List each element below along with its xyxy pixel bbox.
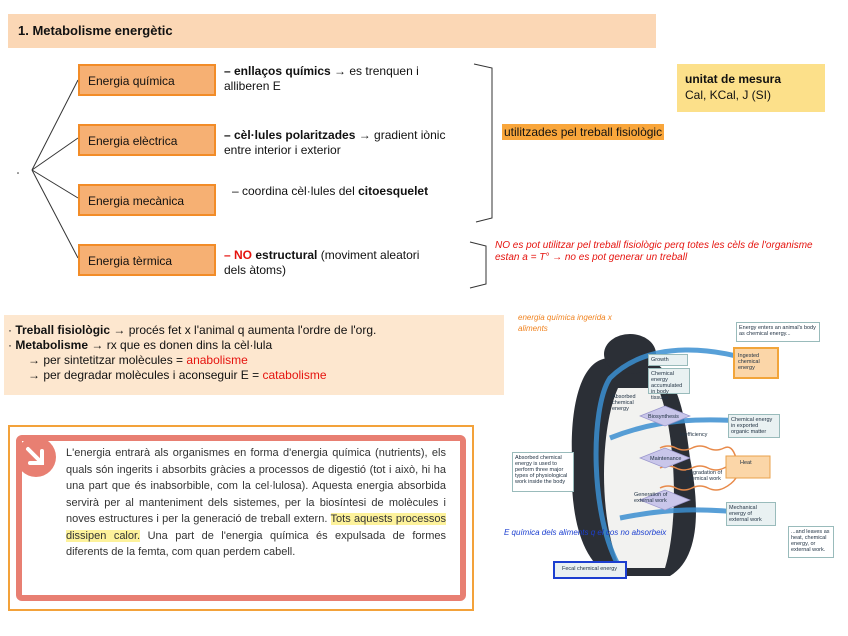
desc-bold: estructural [252,248,318,262]
anabolism-term: anabolisme [186,353,248,367]
catabolism-term: catabolisme [262,368,327,382]
energy-label: Energia elèctrica [88,134,178,148]
diagram-exported: Chemical energy in exported organic matter [728,414,780,438]
diagram-biosynthesis: Biosynthesis [648,414,679,420]
diagram-growth: Growth [648,354,688,366]
explanation-panel [8,425,474,611]
energy-label: Energia tèrmica [88,254,173,268]
diagram-leaves-note: ...and leaves as heat, chemical energy, or external work. [788,526,834,558]
energy-box-thermal [78,244,216,276]
work-line-4 [28,368,327,383]
work-text: → rx que es donen dins la cèl·lula [88,338,273,352]
energy-desc-electric [224,128,474,158]
desc-text: → gradient iònic entre interior i exterior [224,128,446,157]
desc-text: – coordina cèl·lules del [232,184,359,198]
panel-text-a: L'energia entrarà als organismes en forma d'energia química (nutrients), els quals són ingerits i absorbits gràcies a processos de digestió (tot i això, hi ha una part que és inabsorbible, com la cel·lulosa). Aquesta energia absorbida servirà per al manteniment dels sistemes, per la biosíntesi de molècules i noves estructures i per la generació de treball extern. [66,447,446,525]
desc-bold: – enllaços químics [224,64,331,78]
energy-desc-mechanical [232,184,472,199]
work-term: Treball fisiològic [15,323,111,337]
work-line-2: · Metabolisme → rx que es donen dins la cèl·lula [8,338,273,352]
work-line-3 [28,353,248,368]
used-label: utilitzades pel treball fisiològic [504,125,663,139]
section-title: 1. Metabolisme energètic [18,23,173,38]
diagram-maintenance: Maintenance [650,456,682,462]
diagram-ingested: Ingested chemical energy [738,353,760,371]
unit-box [677,64,825,112]
panel-paragraph [66,445,446,561]
diagram-degradation: Degradation of chemical work [686,470,723,482]
diagram-caption-bottom: E química dels aliments q el cos no absorbeix [504,528,667,537]
energy-box-mechanical [78,184,216,216]
energy-box-electric [78,124,216,156]
diagram-fecal: Fecal chemical energy [562,566,618,572]
energy-desc-chemical [224,64,464,94]
diagram-mechanical: Mechanical energy of external work [726,502,776,526]
energy-label: Energia química [88,74,175,88]
panel-text-b: Una part de l'energia química és expulsada de formes diferents de la femta, com quan perdem cabell. [66,529,446,558]
desc-bold: – cèl·lules polaritzades [224,128,356,142]
panel-highlight: Tots aquests processos dissipen calor. [66,513,446,542]
diagram-inefficiency: Inefficiency [680,432,708,438]
desc-text: (moviment aleatori dels àtoms) [224,248,420,277]
desc-text: → es trenquen i alliberen E [224,64,419,93]
not-usable-note: NO es pot utilitzar pel treball fisiològic perq totes les cèls de l'organisme estan a = T° → no es pot generar un treball [495,240,813,263]
unit-title: unitat de mesura [685,72,782,86]
desc-no: – NO [224,248,253,262]
energy-label: Energia mecànica [88,194,185,208]
desc-bold: citoesquelet [358,184,429,198]
diagram-accumulated: Chemical energy accumulated in body tissues [648,368,690,394]
work-text: → per sintetitzar molècules = [28,353,187,367]
energy-desc-thermal [224,248,424,278]
diagram-external-work: Generation of external work [634,492,668,504]
work-text: → procés fet x l'animal q aumenta l'ordre de l'org. [110,323,377,337]
work-text: → per degradar molècules i aconseguir E = [28,368,263,382]
arrow-badge-icon [16,437,56,477]
diagram-heat: Heat [740,460,752,466]
work-term: Metabolisme [15,338,89,352]
diagram-enters-note: Energy enters an animal's body as chemical energy... [736,322,820,342]
diagram-caption-top: energia química ingerida x aliments [518,313,612,333]
diagram-absorbed: Absorbed chemical energy [612,394,636,412]
energy-box-chemical [78,64,216,96]
work-line-1: · Treball fisiològic → procés fet x l'animal q aumenta l'ordre de l'org. [8,323,377,337]
diagram-absorbed-note: Absorbed chemical energy is used to perform three major types of physiological work inside the body [512,452,574,492]
metabolism-box [4,315,504,395]
unit-value: Cal, KCal, J (SI) [685,88,772,102]
